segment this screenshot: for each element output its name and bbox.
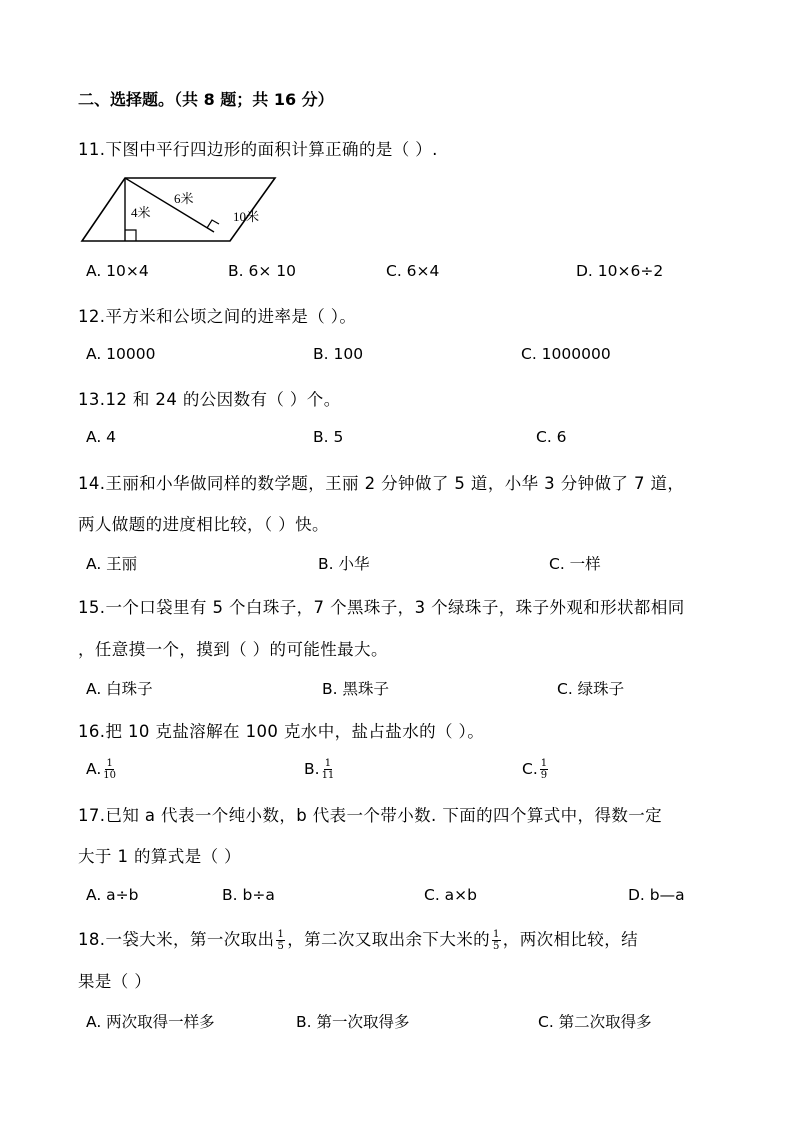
q11-option-c: C. 6×4 bbox=[386, 262, 440, 280]
q15-option-c: C. 绿珠子 bbox=[557, 680, 625, 698]
q16-option-c bbox=[522, 758, 550, 781]
denominator: 10 bbox=[103, 770, 116, 781]
fraction bbox=[322, 758, 335, 781]
question-16: 16.把 10 克盐溶解在 100 克水中，盐占盐水的（ ）。 bbox=[78, 722, 485, 741]
denominator: 11 bbox=[321, 770, 335, 781]
q13-option-b: B. 5 bbox=[313, 428, 344, 446]
q17-option-b: B. b÷a bbox=[222, 886, 275, 904]
q13-option-a: A. 4 bbox=[86, 428, 117, 446]
fraction bbox=[492, 929, 501, 952]
denominator: 5 bbox=[493, 941, 500, 952]
question-18-line-2: 果是（ ） bbox=[78, 972, 152, 991]
q14-option-b: B. 小华 bbox=[318, 555, 370, 573]
denominator: 5 bbox=[277, 941, 285, 952]
q18-text-a: 18.一袋大米，第一次取出 bbox=[78, 930, 275, 949]
question-15-line-1: 15.一个口袋里有 5 个白珠子，7 个黑珠子，3 个绿珠子，珠子外观和形状都相同 bbox=[78, 598, 685, 617]
q18-text-c: ，两次相比较，结 bbox=[502, 930, 638, 949]
numerator: 1 bbox=[540, 758, 548, 769]
question-17-line-1: 17.已知 a 代表一个纯小数，b 代表一个带小数. 下面的四个算式中，得数一定 bbox=[78, 806, 663, 825]
q12-option-a: A. 10000 bbox=[86, 345, 156, 363]
fraction bbox=[540, 758, 548, 781]
q11-option-d: D. 10×6÷2 bbox=[576, 262, 664, 280]
q18-option-a: A. 两次取得一样多 bbox=[86, 1013, 215, 1031]
q16-option-b bbox=[304, 758, 336, 781]
numerator: 1 bbox=[493, 929, 500, 940]
question-11: 11.下图中平行四边形的面积计算正确的是（ ）. bbox=[78, 140, 438, 159]
diagonal-label: 6米 bbox=[174, 191, 194, 206]
q14-option-c: C. 一样 bbox=[549, 555, 601, 573]
q14-option-a: A. 王丽 bbox=[86, 555, 138, 573]
q11-option-b: B. 6× 10 bbox=[228, 262, 296, 280]
question-12: 12.平方米和公顷之间的进率是（ ）。 bbox=[78, 307, 357, 326]
section-title: 二、选择题。（共 8 题；共 16 分） bbox=[78, 90, 334, 109]
question-17-line-2: 大于 1 的算式是（ ） bbox=[78, 847, 242, 866]
q15-option-b: B. 黑珠子 bbox=[322, 680, 389, 698]
q16-option-c-prefix: C. bbox=[522, 760, 538, 778]
numerator: 1 bbox=[277, 929, 285, 940]
q15-option-a: A. 白珠子 bbox=[86, 680, 153, 698]
q17-option-c: C. a×b bbox=[424, 886, 478, 904]
numerator: 1 bbox=[324, 758, 332, 769]
question-13: 13.12 和 24 的公因数有（ ）个。 bbox=[78, 390, 341, 409]
q11-option-a: A. 10×4 bbox=[86, 262, 149, 280]
q16-option-a-prefix: A. bbox=[86, 760, 102, 778]
denominator: 9 bbox=[540, 770, 548, 781]
question-18-line-1 bbox=[78, 926, 638, 952]
q18-option-c: C. 第二次取得多 bbox=[538, 1013, 652, 1031]
q18-text-b: ，第二次又取出余下大米的 bbox=[287, 930, 491, 949]
numerator: 1 bbox=[106, 758, 113, 769]
fraction bbox=[276, 929, 285, 952]
fraction bbox=[103, 758, 116, 781]
q12-option-b: B. 100 bbox=[313, 345, 364, 363]
q16-option-b-prefix: B. bbox=[304, 760, 320, 778]
q12-option-c: C. 1000000 bbox=[521, 345, 611, 363]
height-label: 4米 bbox=[131, 205, 151, 220]
question-15-line-2: ，任意摸一个，摸到（ ）的可能性最大。 bbox=[78, 640, 388, 659]
q17-option-a: A. a÷b bbox=[86, 886, 139, 904]
question-14-line-1: 14.王丽和小华做同样的数学题，王丽 2 分钟做了 5 道，小华 3 分钟做了 7 道， bbox=[78, 474, 685, 493]
q18-option-b: B. 第一次取得多 bbox=[296, 1013, 410, 1031]
side-label: 10米 bbox=[233, 209, 260, 224]
q17-option-d: D. b—a bbox=[628, 886, 685, 904]
q13-option-c: C. 6 bbox=[536, 428, 567, 446]
parallelogram-figure bbox=[78, 172, 278, 246]
q16-option-a bbox=[86, 758, 118, 781]
question-14-line-2: 两人做题的进度相比较，（ ）快。 bbox=[78, 515, 329, 534]
